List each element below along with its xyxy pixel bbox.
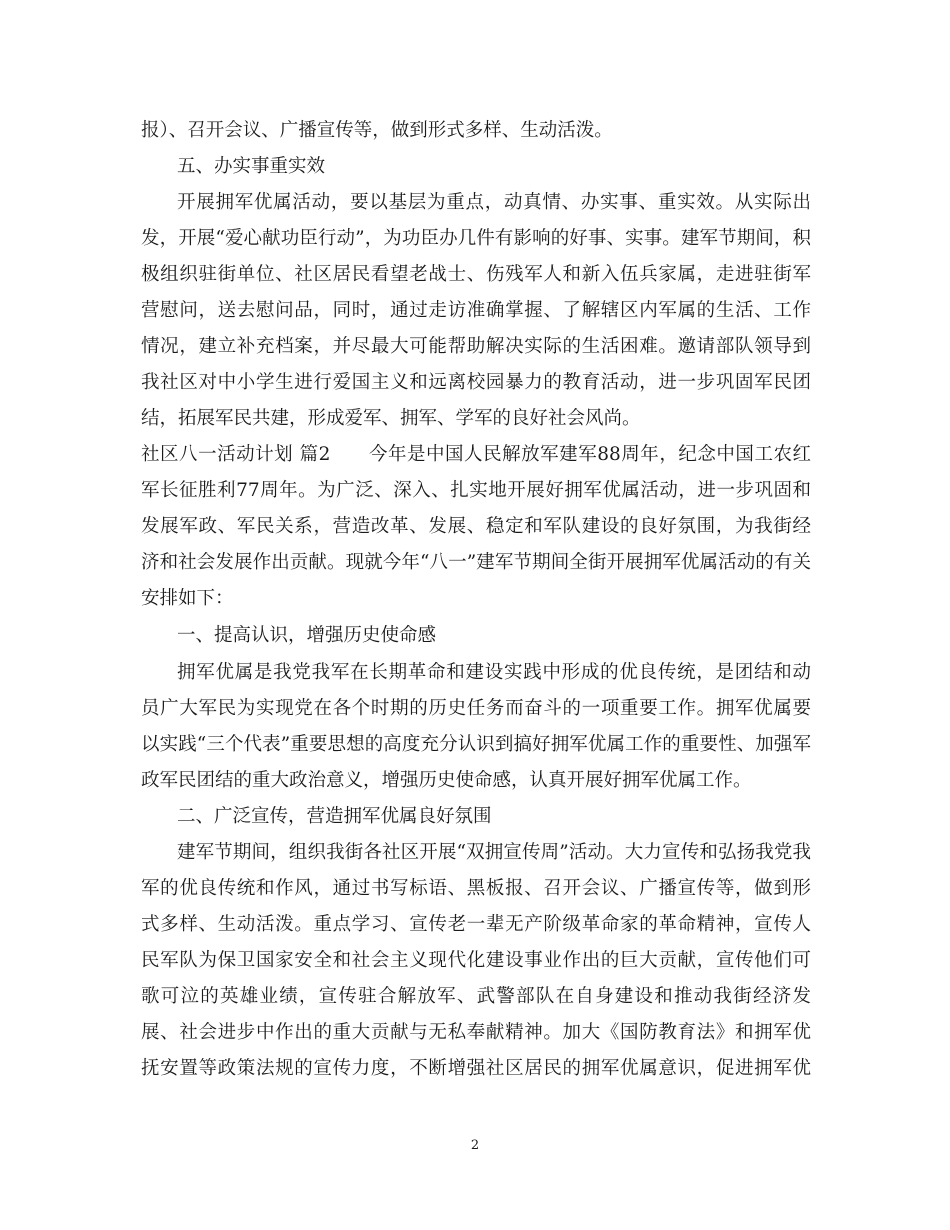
page-number: 2 [470,1138,480,1153]
text-line: 式多样、生动活泼。重点学习、宣传老一辈无产阶级革命家的革命精神，宣传人 [141,914,811,935]
text-line: 拥军优属是我党我军在长期革命和建设实践中形成的优良传统，是团结和动 [177,662,811,683]
text-line: 军长征胜利77周年。为广泛、深入、扎实地开展好拥军优属活动，进一步巩固和 [141,480,811,501]
text-line: 军的优良传统和作风，通过书写标语、黑板报、召开会议、广播宣传等，做到形 [141,878,811,899]
text-line: 营慰问，送去慰问品，同时，通过走访准确掌握、了解辖区内军属的生活、工作 [141,300,811,321]
text-line: 极组织驻街单位、社区居民看望老战士、伤残军人和新入伍兵家属，走进驻街军 [141,264,811,285]
text-line: 政军民团结的重大政治意义，增强历史使命感，认真开展好拥军优属工作。 [141,770,752,791]
text-line: 社区八一活动计划 篇2 今年是中国人民解放军建军88周年，纪念中国工农红 [141,444,811,465]
section-heading: 一、提高认识，增强历史使命感 [177,625,437,646]
text-line: 济和社会发展作出贡献。现就今年“八一”建军节期间全街开展拥军优属活动的有关 [141,552,811,573]
text-line: 情况，建立补充档案，并尽最大可能帮助解决实际的生活困难。邀请部队领导到 [141,336,811,357]
section-heading: 二、广泛宣传，营造拥军优属良好氛围 [177,806,492,827]
text-line: 报）、召开会议、广播宣传等，做到形式多样、生动活泼。 [141,120,613,141]
text-line: 以实践“三个代表”重要思想的高度充分认识到搞好拥军优属工作的重要性、加强军 [141,734,811,755]
text-line: 我社区对中小学生进行爱国主义和远离校园暴力的教育活动，进一步巩固军民团 [141,372,811,393]
text-line: 抚安置等政策法规的宣传力度，不断增强社区居民的拥军优属意识，促进拥军优 [141,1058,811,1079]
text-line: 结，拓展军民共建，形成爱军、拥军、学军的良好社会风尚。 [141,408,641,429]
text-line: 展、社会进步中作出的重大贡献与无私奉献精神。加大《国防教育法》和拥军优 [141,1022,811,1043]
text-line: 发，开展“爱心献功臣行动”，为功臣办几件有影响的好事、实事。建军节期间，积 [141,228,811,249]
text-line: 安排如下： [141,588,234,609]
text-line: 员广大军民为实现党在各个时期的历史任务而奋斗的一项重要工作。拥军优属要 [141,698,811,719]
text-line: 发展军政、军民关系，营造改革、发展、稳定和军队建设的良好氛围，为我街经 [141,516,811,537]
section-heading: 五、办实事重实效 [177,156,326,177]
text-line: 开展拥军优属活动，要以基层为重点，动真情、办实事、重实效。从实际出 [177,192,811,213]
text-line: 歌可泣的英雄业绩，宣传驻合解放军、武警部队在自身建设和推动我街经济发 [141,986,811,1007]
text-line: 民军队为保卫国家安全和社会主义现代化建设事业作出的巨大贡献，宣传他们可 [141,950,811,971]
text-line: 建军节期间，组织我街各社区开展“双拥宣传周”活动。大力宣传和弘扬我党我 [177,842,811,863]
